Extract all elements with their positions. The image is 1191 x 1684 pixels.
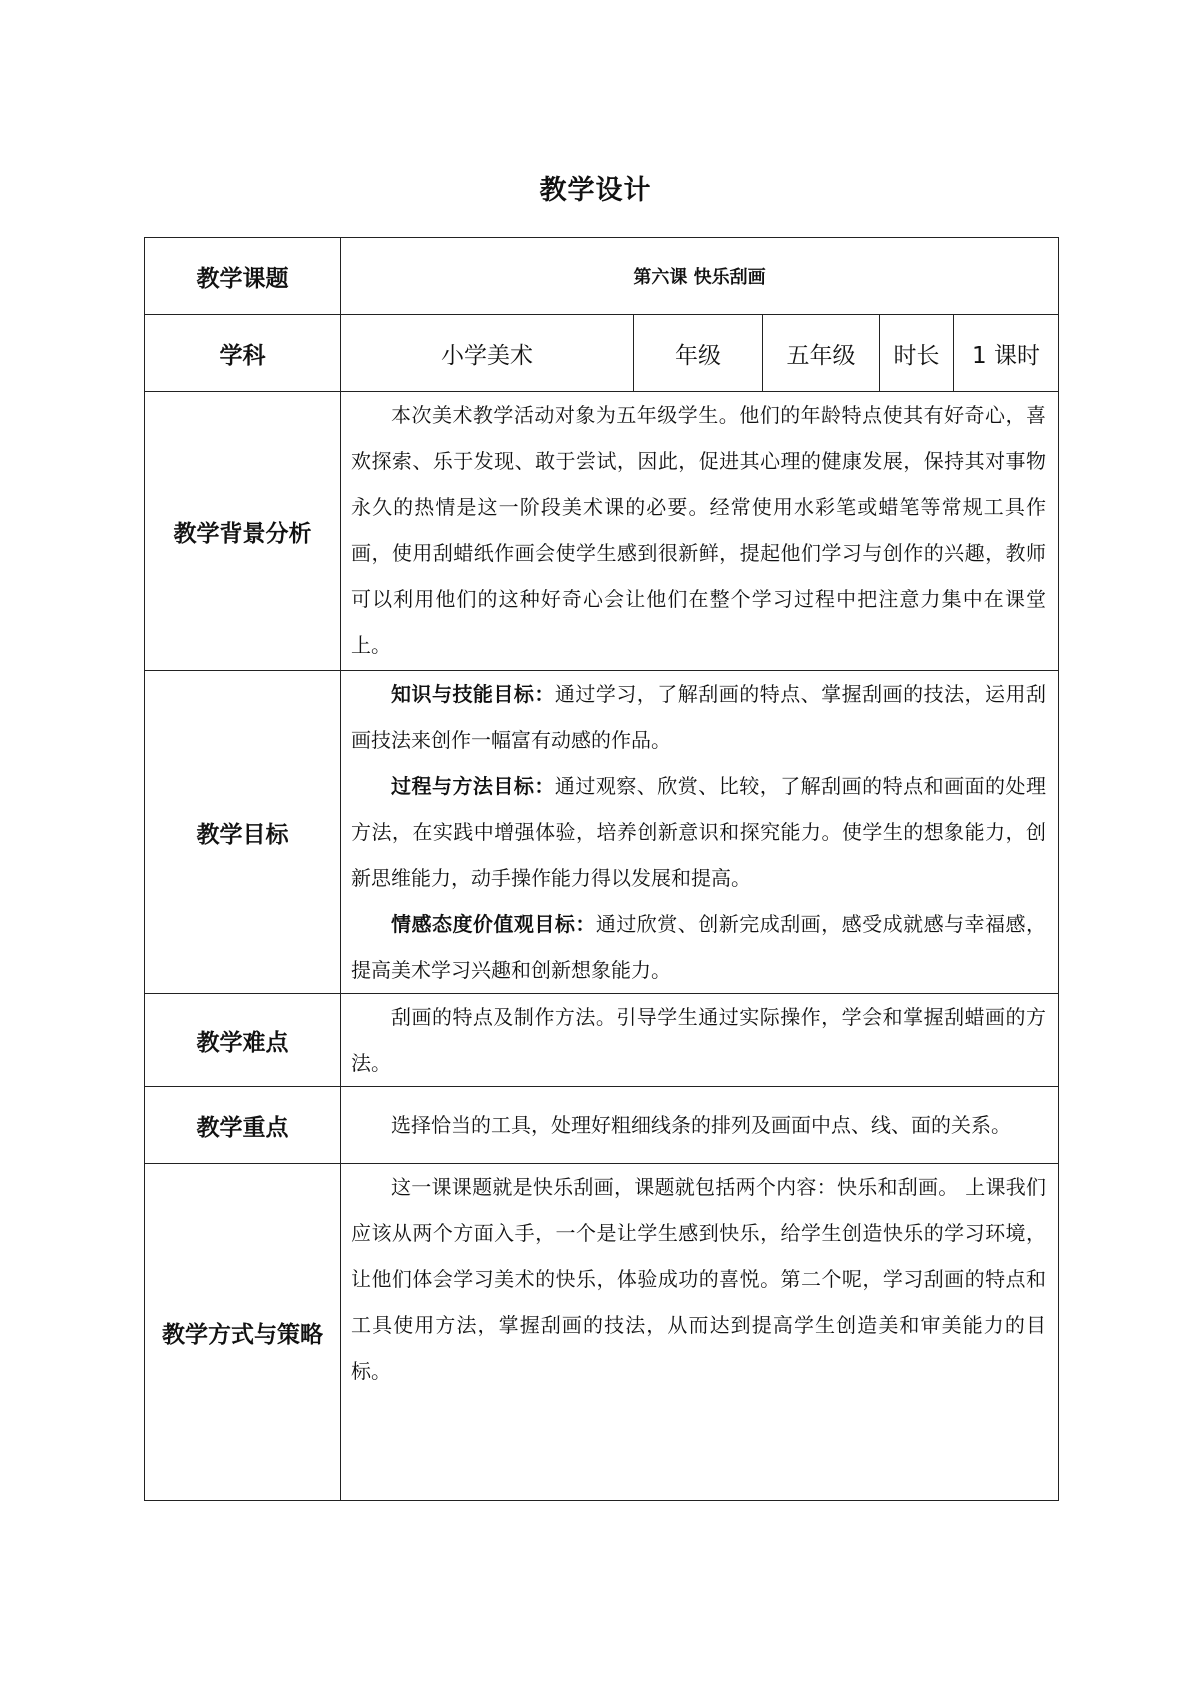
methods-label: 教学方式与策略 — [145, 1164, 341, 1501]
key-points-row — [145, 1087, 1059, 1164]
objective-knowledge-text: 通过学习，了解刮画的特点、掌握刮画的技法，运用刮画技法来创作一幅富有动感的作品。 — [351, 682, 1047, 752]
objective-process-text: 通过观察、欣赏、比较，了解刮画的特点和画面的处理方法，在实践中增强体验，培养创新意识和探究能力。使学生的想象能力，创新思维能力，动手操作能力得以发展和提高。 — [351, 774, 1047, 890]
duration-label: 时长 — [880, 315, 954, 392]
key-points-cell — [341, 1087, 1059, 1164]
background-text: 本次美术教学活动对象为五年级学生。他们的年龄特点使其有好奇心，喜欢探索、乐于发现、敢于尝试，因此，促进其心理的健康发展，保持其对事物永久的热情是这一阶段美术课的必要。经常使用水彩笔或蜡笔等常规工具作画，使用刮蜡纸作画会使学生感到很新鲜，提起他们学习与创作的兴趣，教师可以利用他们的这种好奇心会让他们在整个学习过程中把注意力集中在课堂上。 — [351, 403, 1046, 657]
subject-label: 学科 — [145, 315, 341, 392]
difficulty-row — [145, 994, 1059, 1087]
objective-process-heading: 过程与方法目标： — [391, 774, 555, 798]
lesson-design-table — [144, 237, 1059, 1501]
grade-label: 年级 — [634, 315, 763, 392]
key-points-label: 教学重点 — [145, 1087, 341, 1164]
topic-value: 第六课 快乐刮画 — [341, 238, 1059, 315]
difficulty-label: 教学难点 — [145, 994, 341, 1087]
objective-knowledge-heading: 知识与技能目标： — [391, 682, 555, 706]
duration-value: 1 课时 — [954, 315, 1059, 392]
page-title: 教学设计 — [539, 175, 652, 206]
background-cell — [341, 392, 1059, 671]
topic-label: 教学课题 — [145, 238, 341, 315]
background-row — [145, 392, 1059, 671]
subject-row — [145, 315, 1059, 392]
objective-emotion — [341, 901, 1058, 993]
grade-value: 五年级 — [763, 315, 880, 392]
methods-text: 这一课课题就是快乐刮画，课题就包括两个内容：快乐和刮画。 上课我们应该从两个方面入手，一个是让学生感到快乐，给学生创造快乐的学习环境，让他们体会学习美术的快乐，体验成功的喜悦。第二个呢，学习刮画的特点和工具使用方法，掌握刮画的技法，从而达到提高学生创造美和审美能力的目标。 — [351, 1175, 1046, 1383]
key-points-text: 选择恰当的工具，处理好粗细线条的排列及画面中点、线、面的关系。 — [391, 1113, 1011, 1137]
objectives-label: 教学目标 — [145, 671, 341, 994]
objective-emotion-heading: 情感态度价值观目标： — [391, 912, 596, 936]
difficulty-cell — [341, 994, 1059, 1087]
objective-process — [341, 763, 1058, 901]
methods-cell — [341, 1164, 1059, 1501]
objectives-row — [145, 671, 1059, 994]
difficulty-text: 刮画的特点及制作方法。引导学生通过实际操作，学会和掌握刮蜡画的方法。 — [351, 1005, 1046, 1075]
objective-knowledge — [341, 671, 1058, 763]
subject-value: 小学美术 — [341, 315, 634, 392]
topic-row — [145, 238, 1059, 315]
methods-row — [145, 1164, 1059, 1501]
background-label: 教学背景分析 — [145, 392, 341, 671]
objective-emotion-text: 通过欣赏、创新完成刮画，感受成就感与幸福感，提高美术学习兴趣和创新想象能力。 — [351, 912, 1047, 982]
objectives-cell — [341, 671, 1059, 994]
